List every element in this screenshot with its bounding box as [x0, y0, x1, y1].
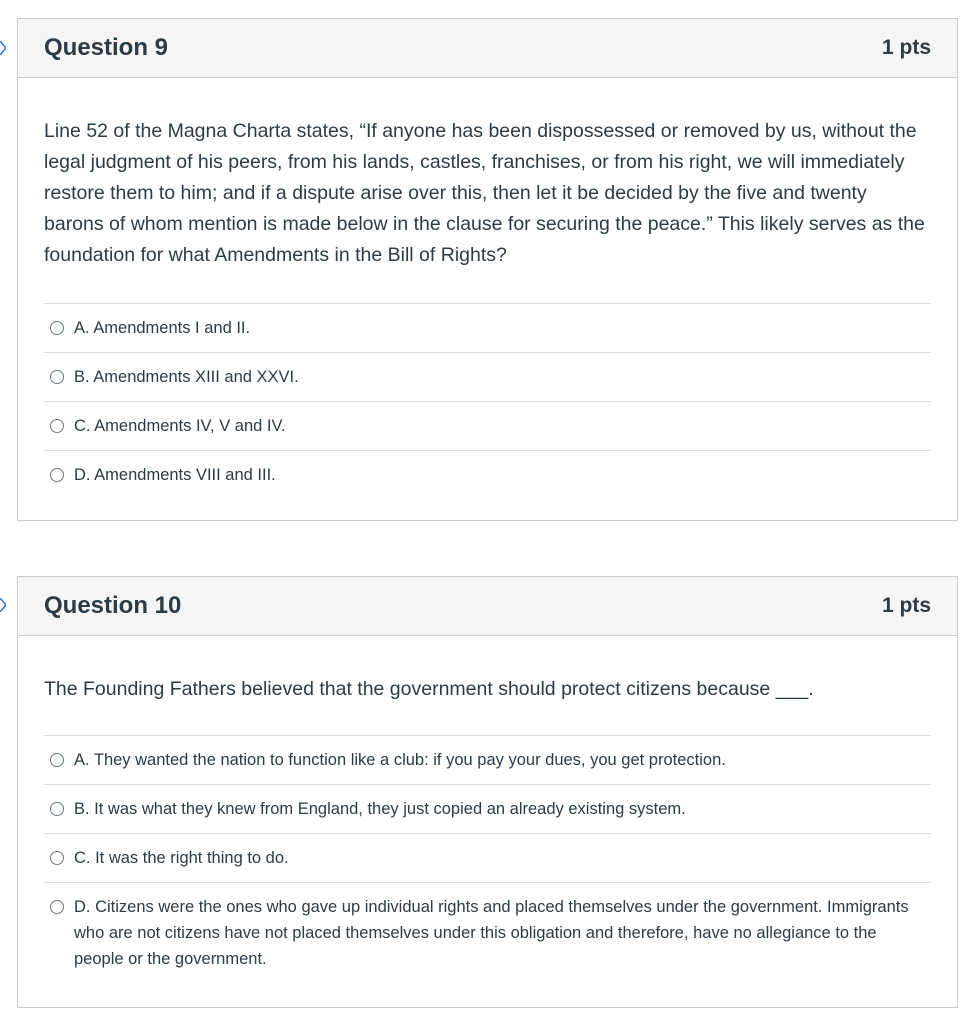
- question-points: 1 pts: [881, 594, 931, 617]
- question-title: Question 10: [44, 592, 182, 619]
- answer-list: [44, 735, 931, 982]
- question-header: [18, 19, 957, 78]
- answer-option-a[interactable]: [44, 735, 931, 784]
- answer-label[interactable]: B. Amendments XIII and XXVI.: [74, 368, 299, 386]
- question-9-flag-marker[interactable]: [0, 41, 6, 55]
- radio-button[interactable]: [50, 370, 64, 384]
- answer-option-b[interactable]: [44, 352, 931, 401]
- answer-option-a[interactable]: [44, 303, 931, 352]
- answer-label[interactable]: B. It was what they knew from England, they just copied an already existing system.: [74, 800, 686, 818]
- question-body: [18, 636, 957, 982]
- answer-label[interactable]: D. Amendments VIII and III.: [74, 466, 276, 484]
- answer-label[interactable]: C. It was the right thing to do.: [74, 849, 289, 867]
- radio-button[interactable]: [50, 802, 64, 816]
- answer-list: [44, 303, 931, 499]
- question-title: Question 9: [44, 34, 169, 61]
- question-header: [18, 577, 957, 636]
- answer-option-c[interactable]: [44, 833, 931, 882]
- chevron-right-icon: [0, 41, 6, 55]
- radio-button[interactable]: [50, 851, 64, 865]
- answer-label[interactable]: C. Amendments IV, V and IV.: [74, 417, 286, 435]
- question-10-flag-marker[interactable]: [0, 598, 6, 612]
- radio-button[interactable]: [50, 419, 64, 433]
- radio-button[interactable]: [50, 468, 64, 482]
- question-text: Line 52 of the Magna Charta states, “If anyone has been dispossessed or removed by us, without the legal judgment of his peers, from his lands, castles, franchises, or from his right, we will immediately restore them to him; and if a dispute arise over this, then let it be decided by the five and twenty barons of whom mention is made below in the clause for securing the peace.” This likely serves as the foundation for what Amendments in the Bill of Rights?: [44, 120, 925, 266]
- question-body: [18, 78, 957, 499]
- answer-label[interactable]: A. They wanted the nation to function like a club: if you pay your dues, you get protection.: [74, 751, 726, 769]
- question-text: The Founding Fathers believed that the government should protect citizens because ___.: [44, 678, 814, 700]
- answer-option-d[interactable]: [44, 450, 931, 499]
- question-card-9: [17, 18, 958, 521]
- answer-label[interactable]: D. Citizens were the ones who gave up individual rights and placed themselves under the government. Immigrants who are not citizens have not placed themselves under this obligation and therefore, have no allegiance to the people or the government.: [74, 898, 909, 968]
- chevron-right-icon: [0, 598, 6, 612]
- radio-button[interactable]: [50, 753, 64, 767]
- question-points: 1 pts: [881, 36, 931, 59]
- answer-label[interactable]: A. Amendments I and II.: [74, 319, 251, 337]
- radio-button[interactable]: [50, 321, 64, 335]
- answer-option-c[interactable]: [44, 401, 931, 450]
- answer-option-d[interactable]: [44, 882, 931, 982]
- question-card-10: [17, 576, 958, 1008]
- radio-button[interactable]: [50, 900, 64, 914]
- answer-option-b[interactable]: [44, 784, 931, 833]
